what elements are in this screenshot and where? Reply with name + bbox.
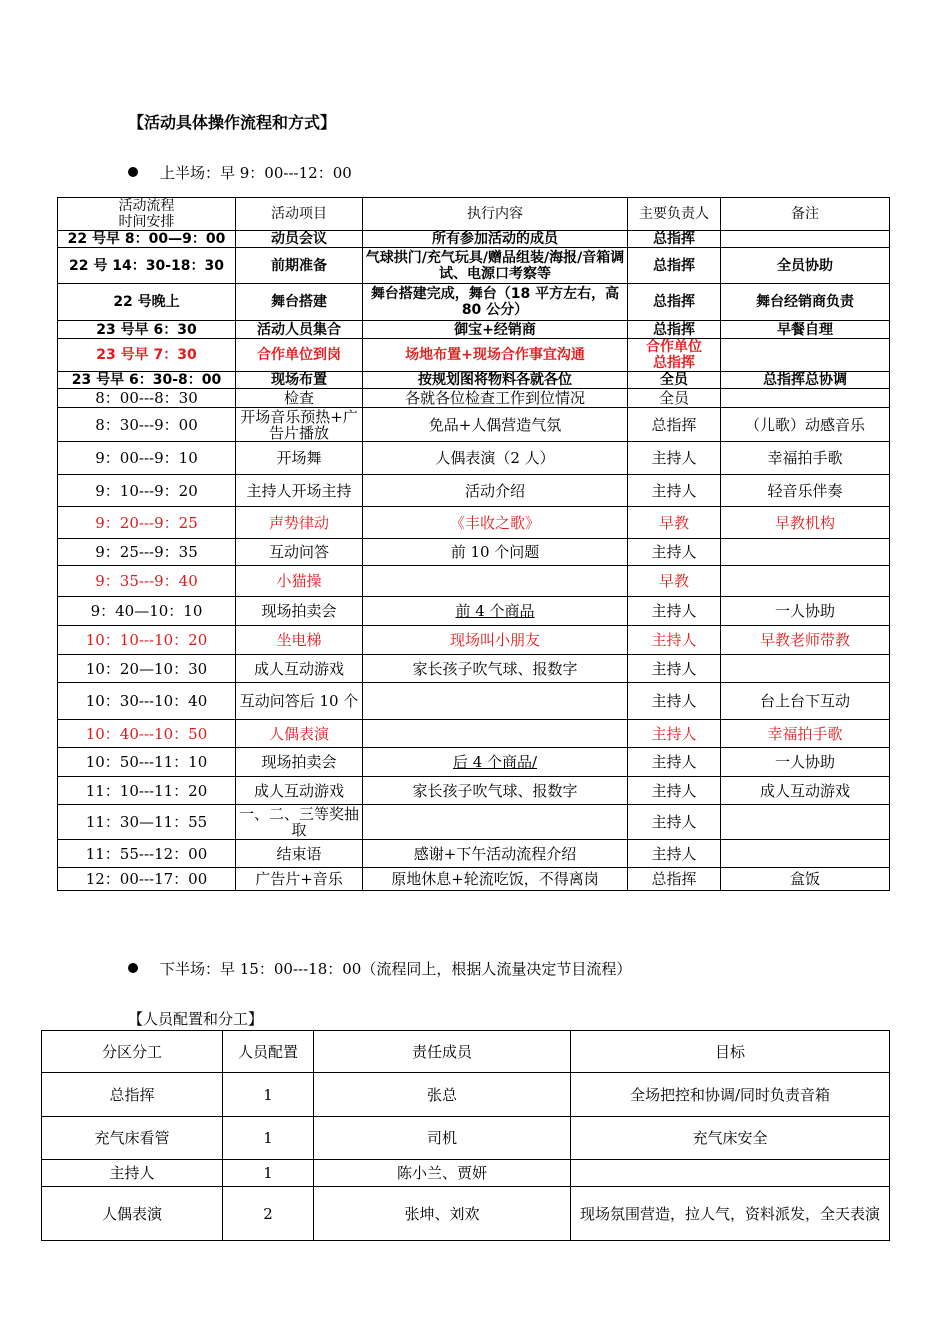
item-cell: 成人互动游戏 xyxy=(236,777,363,805)
time-cell: 12：00---17：00 xyxy=(58,868,236,891)
time-cell: 22 号晚上 xyxy=(58,284,236,321)
schedule-row xyxy=(58,840,890,868)
count-cell: 1 xyxy=(223,1117,314,1160)
owner-cell: 主持人 xyxy=(628,805,721,840)
staff-header-row xyxy=(42,1031,890,1073)
staff-heading: 【人员配置和分工】 xyxy=(128,1010,264,1028)
count-cell: 2 xyxy=(223,1187,314,1241)
schedule-row xyxy=(58,777,890,805)
staff-row xyxy=(42,1073,890,1117)
members-cell: 司机 xyxy=(314,1117,571,1160)
members-cell: 张坤、刘欢 xyxy=(314,1187,571,1241)
note-cell: 台上台下互动 xyxy=(721,683,890,720)
owner-cell: 主持人 xyxy=(628,442,721,475)
time-cell: 10：50---11：10 xyxy=(58,748,236,777)
owner-cell: 主持人 xyxy=(628,840,721,868)
schedule-row xyxy=(58,655,890,683)
content-cell: 《丰收之歌》 xyxy=(363,507,628,539)
time-cell: 11：10---11：20 xyxy=(58,777,236,805)
item-cell: 检查 xyxy=(236,389,363,408)
schedule-row xyxy=(58,389,890,408)
time-cell: 9：40—10：10 xyxy=(58,597,236,626)
item-cell: 结束语 xyxy=(236,840,363,868)
owner-cell: 总指挥 xyxy=(628,248,721,284)
schedule-row xyxy=(58,507,890,539)
note-cell: 幸福拍手歌 xyxy=(721,442,890,475)
content-cell: 御宝+经销商 xyxy=(363,321,628,339)
note-cell xyxy=(721,539,890,566)
content-cell: 场地布置+现场合作事宜沟通 xyxy=(363,339,628,372)
note-cell: 舞台经销商负责 xyxy=(721,284,890,321)
content-cell: 现场叫小朋友 xyxy=(363,626,628,655)
note-cell xyxy=(721,339,890,372)
staff-row xyxy=(42,1160,890,1187)
schedule-row xyxy=(58,231,890,248)
item-cell: 互动问答 xyxy=(236,539,363,566)
note-cell: 早餐自理 xyxy=(721,321,890,339)
bullet-icon xyxy=(128,167,138,177)
content-cell: 各就各位检查工作到位情况 xyxy=(363,389,628,408)
owner-cell: 主持人 xyxy=(628,626,721,655)
header-col-item: 活动项目 xyxy=(236,198,363,231)
owner-cell: 总指挥 xyxy=(628,868,721,891)
item-cell: 现场拍卖会 xyxy=(236,597,363,626)
item-cell: 坐电梯 xyxy=(236,626,363,655)
schedule-table xyxy=(57,197,890,891)
schedule-row xyxy=(58,720,890,748)
header-col-time: 活动流程 时间安排 xyxy=(58,198,236,231)
note-cell: 一人协助 xyxy=(721,748,890,777)
bullet-icon xyxy=(128,963,138,973)
content-cell: 免品+人偶营造气氛 xyxy=(363,408,628,442)
owner-cell: 总指挥 xyxy=(628,284,721,321)
content-cell: 原地休息+轮流吃饭，不得离岗 xyxy=(363,868,628,891)
time-cell: 9：25---9：35 xyxy=(58,539,236,566)
members-cell: 张总 xyxy=(314,1073,571,1117)
time-cell: 11：30—11：55 xyxy=(58,805,236,840)
afternoon-session-line xyxy=(128,958,631,979)
owner-cell: 主持人 xyxy=(628,597,721,626)
schedule-row xyxy=(58,408,890,442)
note-cell xyxy=(721,389,890,408)
note-cell xyxy=(721,655,890,683)
content-cell: 舞台搭建完成，舞台（18 平方左右，高 80 公分） xyxy=(363,284,628,321)
owner-cell: 早教 xyxy=(628,566,721,597)
time-cell: 23 号早 6：30-8：00 xyxy=(58,372,236,389)
time-cell: 11：55---12：00 xyxy=(58,840,236,868)
schedule-row xyxy=(58,868,890,891)
afternoon-session-label: 下半场：早 15：00---18：00（流程同上，根据人流量决定节目流程） xyxy=(160,960,632,978)
header-zone: 分区分工 xyxy=(42,1031,223,1073)
owner-cell: 主持人 xyxy=(628,683,721,720)
time-cell: 10：40---10：50 xyxy=(58,720,236,748)
note-cell: 盒饭 xyxy=(721,868,890,891)
header-count: 人员配置 xyxy=(223,1031,314,1073)
time-cell: 10：10---10：20 xyxy=(58,626,236,655)
members-cell: 陈小兰、贾妍 xyxy=(314,1160,571,1187)
content-cell: 气球拱门/充气玩具/赠品组装/海报/音箱调试、电源口考察等 xyxy=(363,248,628,284)
item-cell: 小猫操 xyxy=(236,566,363,597)
schedule-row xyxy=(58,683,890,720)
owner-cell: 主持人 xyxy=(628,539,721,566)
schedule-row xyxy=(58,539,890,566)
owner-cell: 总指挥 xyxy=(628,408,721,442)
content-cell xyxy=(363,566,628,597)
time-cell: 9：20---9：25 xyxy=(58,507,236,539)
content-cell xyxy=(363,805,628,840)
note-cell: 早教机构 xyxy=(721,507,890,539)
zone-cell: 主持人 xyxy=(42,1160,223,1187)
count-cell: 1 xyxy=(223,1160,314,1187)
note-cell: 一人协助 xyxy=(721,597,890,626)
count-cell: 1 xyxy=(223,1073,314,1117)
staff-table xyxy=(41,1030,890,1241)
time-cell: 9：00---9：10 xyxy=(58,442,236,475)
morning-session-line xyxy=(128,162,352,183)
schedule-row xyxy=(58,566,890,597)
schedule-row xyxy=(58,284,890,321)
item-cell: 互动问答后 10 个 xyxy=(236,683,363,720)
header-col-content: 执行内容 xyxy=(363,198,628,231)
note-cell: 早教老师带教 xyxy=(721,626,890,655)
content-cell: 前 10 个问题 xyxy=(363,539,628,566)
content-cell: 前 4 个商品 xyxy=(363,597,628,626)
page-heading: 【活动具体操作流程和方式】 xyxy=(128,113,337,132)
goal-cell: 现场氛围营造，拉人气，资料派发，全天表演 xyxy=(571,1187,890,1241)
owner-cell: 全员 xyxy=(628,389,721,408)
schedule-row xyxy=(58,626,890,655)
note-cell: （儿歌）动感音乐 xyxy=(721,408,890,442)
content-cell: 活动介绍 xyxy=(363,475,628,507)
item-cell: 舞台搭建 xyxy=(236,284,363,321)
schedule-row xyxy=(58,339,890,372)
note-cell: 全员协助 xyxy=(721,248,890,284)
item-cell: 人偶表演 xyxy=(236,720,363,748)
note-cell: 总指挥总协调 xyxy=(721,372,890,389)
note-cell xyxy=(721,840,890,868)
owner-cell: 全员 xyxy=(628,372,721,389)
schedule-header-row xyxy=(58,198,890,231)
note-cell: 成人互动游戏 xyxy=(721,777,890,805)
content-cell: 家长孩子吹气球、报数字 xyxy=(363,655,628,683)
time-cell: 9：10---9：20 xyxy=(58,475,236,507)
item-cell: 广告片+音乐 xyxy=(236,868,363,891)
time-cell: 8：30---9：00 xyxy=(58,408,236,442)
content-cell: 家长孩子吹气球、报数字 xyxy=(363,777,628,805)
owner-cell: 总指挥 xyxy=(628,321,721,339)
item-cell: 动员会议 xyxy=(236,231,363,248)
owner-cell: 主持人 xyxy=(628,655,721,683)
schedule-row xyxy=(58,748,890,777)
content-cell: 感谢+下午活动流程介绍 xyxy=(363,840,628,868)
goal-cell: 全场把控和协调/同时负责音箱 xyxy=(571,1073,890,1117)
staff-row xyxy=(42,1117,890,1160)
item-cell: 合作单位到岗 xyxy=(236,339,363,372)
item-cell: 开场音乐预热+广告片播放 xyxy=(236,408,363,442)
item-cell: 活动人员集合 xyxy=(236,321,363,339)
header-col-owner: 主要负责人 xyxy=(628,198,721,231)
owner-cell: 合作单位 总指挥 xyxy=(628,339,721,372)
note-cell xyxy=(721,231,890,248)
content-cell: 按规划图将物料各就各位 xyxy=(363,372,628,389)
header-members: 责任成员 xyxy=(314,1031,571,1073)
header-col-note: 备注 xyxy=(721,198,890,231)
owner-cell: 主持人 xyxy=(628,748,721,777)
time-cell: 22 号早 8：00—9：00 xyxy=(58,231,236,248)
owner-cell: 主持人 xyxy=(628,777,721,805)
time-cell: 22 号 14：30-18：30 xyxy=(58,248,236,284)
item-cell: 主持人开场主持 xyxy=(236,475,363,507)
item-cell: 成人互动游戏 xyxy=(236,655,363,683)
goal-cell xyxy=(571,1160,890,1187)
time-cell: 9：35---9：40 xyxy=(58,566,236,597)
schedule-row xyxy=(58,372,890,389)
item-cell: 前期准备 xyxy=(236,248,363,284)
zone-cell: 人偶表演 xyxy=(42,1187,223,1241)
time-cell: 8：00---8：30 xyxy=(58,389,236,408)
schedule-row xyxy=(58,805,890,840)
content-cell xyxy=(363,683,628,720)
goal-cell: 充气床安全 xyxy=(571,1117,890,1160)
owner-cell: 总指挥 xyxy=(628,231,721,248)
content-cell: 人偶表演（2 人） xyxy=(363,442,628,475)
item-cell: 一、二、三等奖抽取 xyxy=(236,805,363,840)
schedule-row xyxy=(58,321,890,339)
time-cell: 10：20—10：30 xyxy=(58,655,236,683)
note-cell: 轻音乐伴奏 xyxy=(721,475,890,507)
note-cell: 幸福拍手歌 xyxy=(721,720,890,748)
note-cell xyxy=(721,805,890,840)
schedule-row xyxy=(58,475,890,507)
item-cell: 声势律动 xyxy=(236,507,363,539)
time-cell: 23 号早 6：30 xyxy=(58,321,236,339)
header-goal: 目标 xyxy=(571,1031,890,1073)
content-cell: 后 4 个商品/ xyxy=(363,748,628,777)
owner-cell: 主持人 xyxy=(628,720,721,748)
item-cell: 开场舞 xyxy=(236,442,363,475)
item-cell: 现场布置 xyxy=(236,372,363,389)
zone-cell: 总指挥 xyxy=(42,1073,223,1117)
time-cell: 23 号早 7：30 xyxy=(58,339,236,372)
owner-cell: 早教 xyxy=(628,507,721,539)
schedule-row xyxy=(58,597,890,626)
schedule-row xyxy=(58,442,890,475)
item-cell: 现场拍卖会 xyxy=(236,748,363,777)
schedule-row xyxy=(58,248,890,284)
staff-row xyxy=(42,1187,890,1241)
content-cell: 所有参加活动的成员 xyxy=(363,231,628,248)
note-cell xyxy=(721,566,890,597)
time-cell: 10：30---10：40 xyxy=(58,683,236,720)
zone-cell: 充气床看管 xyxy=(42,1117,223,1160)
morning-session-label: 上半场：早 9：00---12：00 xyxy=(160,164,352,182)
owner-cell: 主持人 xyxy=(628,475,721,507)
content-cell xyxy=(363,720,628,748)
